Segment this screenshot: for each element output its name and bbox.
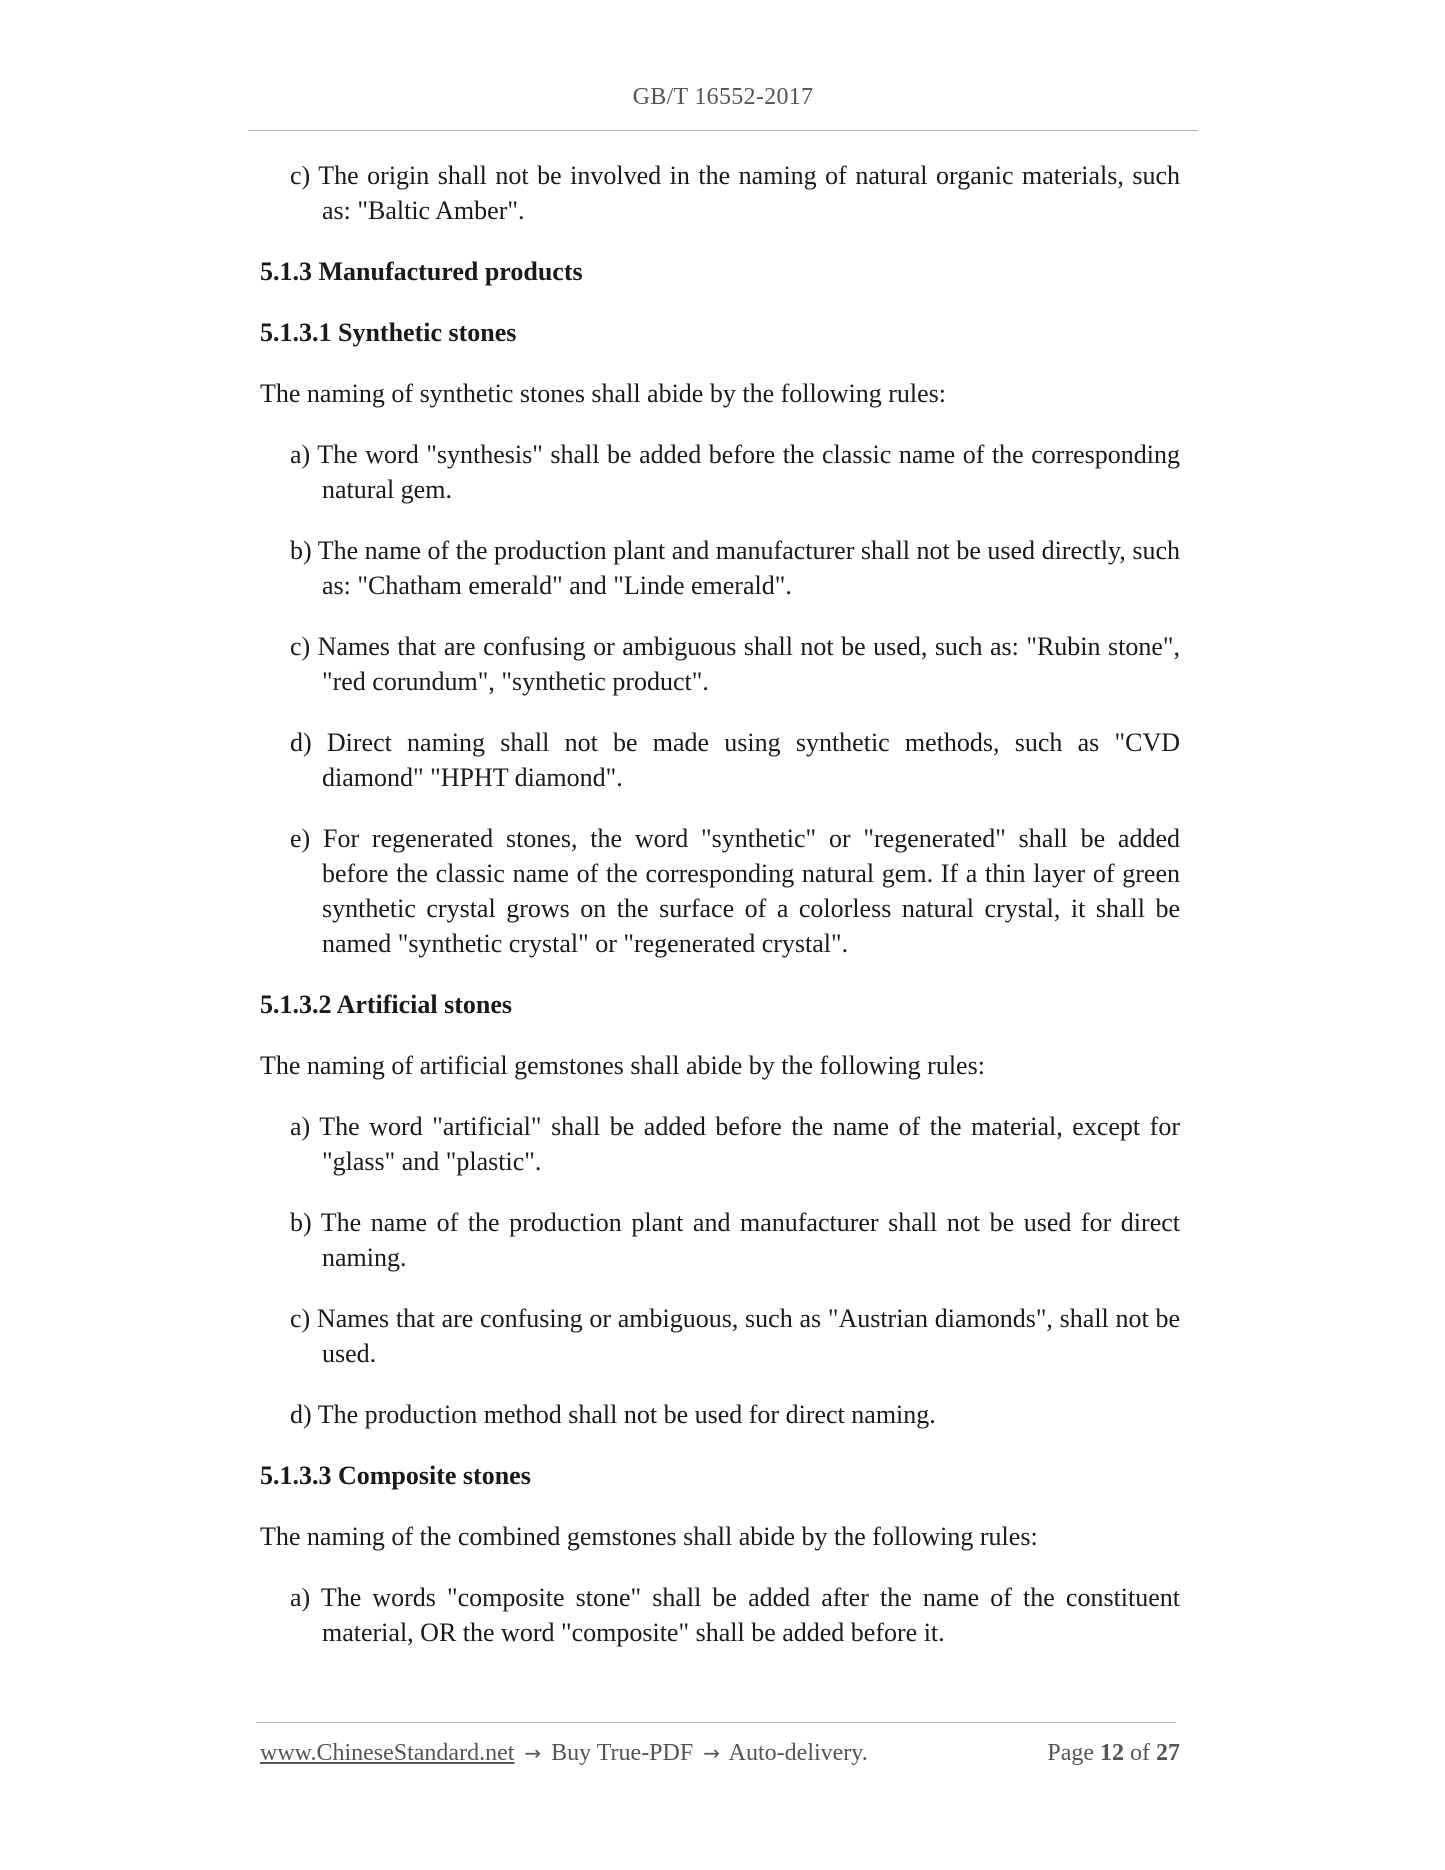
list-item: a) The word "synthesis" shall be added before the classic name of the corresponding natural gem. — [290, 440, 1180, 504]
auto-delivery-text: Auto-delivery. — [728, 1740, 868, 1766]
paragraph-artificial-intro: The naming of artificial gemstones shall abide by the following rules: — [260, 1051, 985, 1080]
header-divider — [248, 130, 1198, 131]
list-item: c) Names that are confusing or ambiguous shall not be used, such as: "Rubin stone", "red corundum", "synthetic product". — [290, 632, 1180, 696]
footer-divider — [256, 1722, 1176, 1723]
page-total: 27 — [1156, 1740, 1180, 1766]
list-item: d) The production method shall not be used for direct naming. — [290, 1400, 936, 1429]
section-heading-5-1-3: 5.1.3 Manufactured products — [260, 257, 583, 286]
list-item: c) The origin shall not be involved in the naming of natural organic materials, such as: "Baltic Amber". — [290, 161, 1180, 225]
page-footer — [260, 1740, 1180, 1767]
list-item: a) The words "composite stone" shall be added after the name of the constituent material, OR the word "composite" shall be added before it. — [290, 1583, 1180, 1647]
list-item: b) The name of the production plant and manufacturer shall not be used for direct naming. — [290, 1208, 1180, 1272]
site-link[interactable]: www.ChineseStandard.net — [260, 1740, 515, 1766]
paragraph-composite-intro: The naming of the combined gemstones shall abide by the following rules: — [260, 1522, 1038, 1551]
list-item: d) Direct naming shall not be made using synthetic methods, such as "CVD diamond" "HPHT diamond". — [290, 728, 1180, 792]
page-indicator — [1047, 1740, 1180, 1767]
section-heading-5-1-3-1: 5.1.3.1 Synthetic stones — [260, 318, 517, 347]
arrow-right-icon: → — [524, 1741, 542, 1765]
list-item: b) The name of the production plant and manufacturer shall not be used directly, such as: "Chatham emerald" and "Linde emerald". — [290, 536, 1180, 600]
list-item: c) Names that are confusing or ambiguous, such as "Austrian diamonds", shall not be used. — [290, 1304, 1180, 1368]
document-id-header: GB/T 16552-2017 — [632, 84, 814, 110]
arrow-right-icon: → — [703, 1741, 720, 1765]
document-body — [260, 158, 1180, 1650]
page-current: 12 — [1100, 1740, 1124, 1766]
footer-left — [260, 1740, 868, 1767]
section-heading-5-1-3-2: 5.1.3.2 Artificial stones — [260, 990, 513, 1019]
page-label: Page — [1047, 1740, 1094, 1766]
paragraph-synthetic-intro: The naming of synthetic stones shall abide by the following rules: — [260, 379, 946, 408]
of-label: of — [1130, 1740, 1150, 1766]
section-heading-5-1-3-3: 5.1.3.3 Composite stones — [260, 1461, 531, 1490]
list-item: e) For regenerated stones, the word "synthetic" or "regenerated" shall be added before the classic name of the corresponding natural gem. If a thin layer of green synthetic crystal grows on the surface of a colorless natural crystal, it shall be named "synthetic crystal" or "regenerated crystal". — [290, 824, 1180, 958]
list-item: a) The word "artificial" shall be added before the name of the material, except for "glass" and "plastic". — [290, 1112, 1180, 1176]
buy-true-pdf-text: Buy True-PDF — [551, 1740, 694, 1766]
